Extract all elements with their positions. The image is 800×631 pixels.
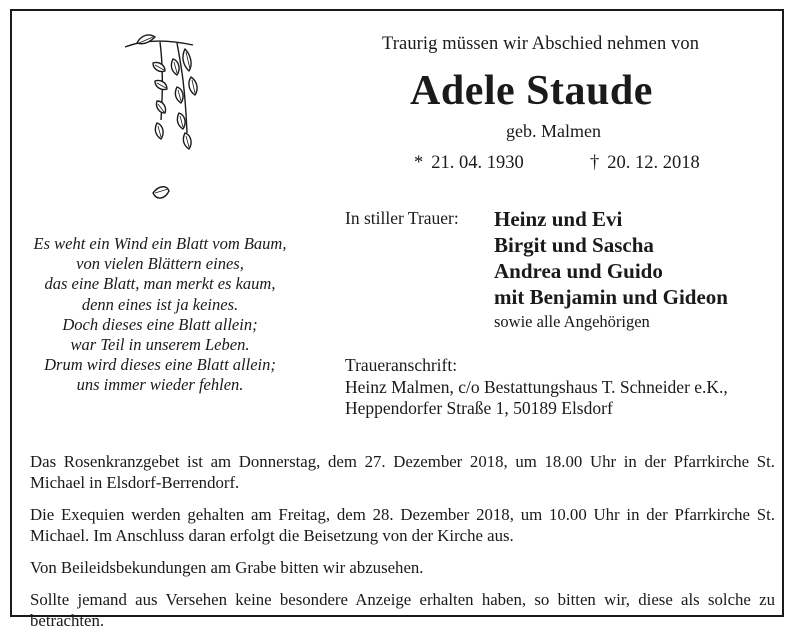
poem-line: das eine Blatt, man merkt es kaum,: [44, 274, 276, 294]
relatives-text: sowie alle Angehörigen: [494, 312, 650, 331]
poem-line: denn eines ist ja keines.: [81, 294, 239, 314]
mourner-name: Birgit und Sascha: [494, 233, 654, 257]
notices: [30, 451, 775, 631]
death-date-row: [590, 153, 700, 174]
mourner-name: Andrea und Guido: [494, 259, 663, 283]
born-name: geb. Malmen: [506, 121, 601, 141]
mourner-name: Heinz und Evi: [494, 207, 623, 231]
poem: [22, 234, 298, 396]
rosary-notice: Das Rosenkranzgebet ist am Donnerstag, dem 27. Dezember 2018, um 18.00 Uhr in der Pfarrkirche St. Michael in Elsdorf-Berrendorf.: [30, 452, 775, 492]
poem-line: Es weht ein Wind ein Blatt vom Baum,: [33, 234, 287, 253]
mourning-address: [345, 355, 728, 420]
mourner-name: mit Benjamin und Gideon: [494, 285, 728, 309]
mourning-label: In stiller Trauer:: [345, 208, 459, 228]
poem-line: von vielen Blättern eines,: [76, 254, 244, 274]
address-label: Traueranschrift:: [345, 355, 458, 375]
condolence-notice: Von Beileidsbekundungen am Grabe bitten wir abzusehen.: [30, 558, 424, 577]
death-cross-icon: †: [590, 153, 600, 173]
birth-date: 21. 04. 1930: [431, 153, 524, 173]
falling-leaves-branch-icon: [115, 25, 215, 225]
poem-line: Doch dieses eine Blatt allein;: [62, 314, 258, 334]
birth-star-icon: *: [414, 153, 424, 173]
no-notice-notice: Sollte jemand aus Versehen keine besondere Anzeige erhalten haben, so bitten wir, diese als solche zu betrachten.: [30, 590, 775, 630]
address-line: Heppendorfer Straße 1, 50189 Elsdorf: [345, 398, 613, 418]
birth-date-row: [414, 153, 524, 174]
funeral-notice: Die Exequien werden gehalten am Freitag, dem 28. Dezember 2018, um 10.00 Uhr in der Pfarrkirche St. Michael. Im Anschluss daran erfolgt die Beisetzung von der Kirche aus.: [30, 505, 775, 545]
mourners-list: [494, 206, 728, 333]
poem-line: war Teil in unserem Leben.: [70, 335, 250, 355]
deceased-name: Adele Staude: [410, 68, 653, 114]
death-date: 20. 12. 2018: [607, 153, 700, 173]
poem-line: Drum wird dieses eine Blatt allein;: [44, 355, 276, 375]
address-line: Heinz Malmen, c/o Bestattungshaus T. Schneider e.K.,: [345, 376, 728, 397]
intro-text: Traurig müssen wir Abschied nehmen von: [382, 34, 700, 54]
poem-line: uns immer wieder fehlen.: [76, 375, 244, 395]
